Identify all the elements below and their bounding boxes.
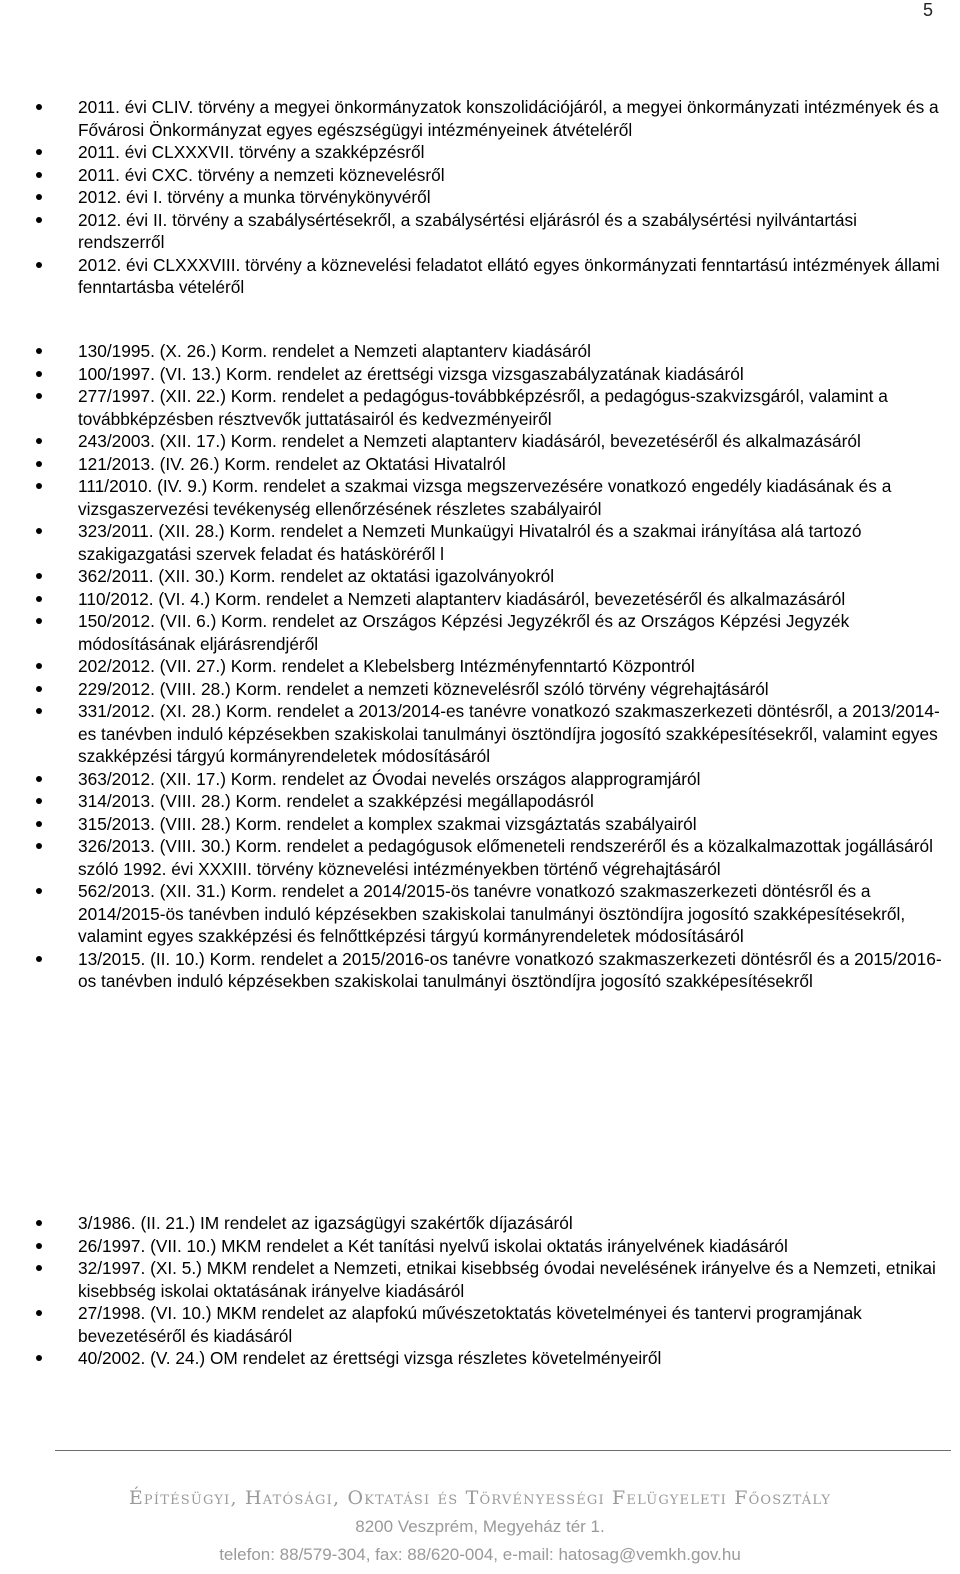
list-item bbox=[0, 1302, 960, 1347]
bullet-icon bbox=[36, 1220, 42, 1226]
footer-contact: telefon: 88/579-304, fax: 88/620-004, e-mail: hatosag@vemkh.gov.hu bbox=[219, 1545, 741, 1564]
list-item bbox=[0, 768, 960, 791]
list-item bbox=[0, 430, 960, 453]
bullet-icon bbox=[36, 1243, 42, 1249]
list-item-text: 27/1998. (VI. 10.) MKM rendelet az alapfokú művészetoktatás követelményei és tantervi programjának bevezetéséről és kiadásáról bbox=[78, 1303, 862, 1346]
bullet-icon bbox=[36, 843, 42, 849]
footer-organization: Építésügyi, Hatósági, Oktatási és Törvényességi Felügyeleti Főosztály bbox=[128, 1487, 832, 1509]
list-item-text: 326/2013. (VIII. 30.) Korm. rendelet a pedagógusok előmeneteli rendszeréről és a közalkalmazottak jogállásáról szóló 1992. évi XXXIII. törvény köznevelési intézményekben történő végrehajtásáról bbox=[78, 836, 933, 879]
list-item bbox=[0, 700, 960, 768]
list-item bbox=[0, 1235, 960, 1258]
bullet-icon bbox=[36, 194, 42, 200]
list-item bbox=[0, 209, 960, 254]
bullet-icon bbox=[36, 776, 42, 782]
bullet-icon bbox=[36, 262, 42, 268]
list-item-text: 2012. évi CLXXXVIII. törvény a köznevelési feladatot ellátó egyes önkormányzati fenntartású intézmények állami fenntartásba vételéről bbox=[78, 254, 940, 297]
list-item bbox=[0, 475, 960, 520]
list-item-text: 2012. évi II. törvény a szabálysértésekről, a szabálysértési eljárásról és a szabálysértési nyilvántartási rendszerről bbox=[78, 209, 857, 252]
bullet-icon bbox=[36, 1265, 42, 1271]
bullet-icon bbox=[36, 393, 42, 399]
list-item bbox=[0, 1347, 960, 1370]
list-item bbox=[0, 610, 960, 655]
bullet-icon bbox=[36, 798, 42, 804]
list-item-text: 229/2012. (VIII. 28.) Korm. rendelet a nemzeti köznevelésről szóló törvény végrehajtásáról bbox=[78, 678, 769, 699]
bullet-icon bbox=[36, 371, 42, 377]
bullet-icon bbox=[36, 686, 42, 692]
list-item-text: 2011. évi CLIV. törvény a megyei önkormányzatok konszolidációjáról, a megyei önkormányzati intézmények és a Fővárosi Önkormányzat egyes egészségügyi intézményeinek átvételéről bbox=[78, 97, 939, 140]
list-item-text: 2011. évi CXC. törvény a nemzeti köznevelésről bbox=[78, 164, 445, 185]
list-item-text: 562/2013. (XII. 31.) Korm. rendelet a 2014/2015-ös tanévre vonatkozó szakmaszerkezeti döntésről és a 2014/2015-ös tanévben induló képzésekben szakiskolai tanulmányi ösztöndíjra jogosító szakképesítésekről, valamint egyes szakképzési és felnőttképzési tárgyú kormányrendeletek módosításáról bbox=[78, 881, 906, 946]
bullet-icon bbox=[36, 104, 42, 110]
list-item-text: 110/2012. (VI. 4.) Korm. rendelet a Nemzeti alaptanterv kiadásáról, bevezetéséről és alkalmazásáról bbox=[78, 588, 846, 609]
bullet-icon bbox=[36, 217, 42, 223]
list-item-text: 2011. évi CLXXXVII. törvény a szakképzésről bbox=[78, 142, 425, 162]
list-item-text: 130/1995. (X. 26.) Korm. rendelet a Nemzeti alaptanterv kiadásáról bbox=[78, 341, 591, 361]
list-item bbox=[0, 164, 960, 187]
government-decrees-list bbox=[0, 340, 960, 993]
list-item bbox=[0, 340, 960, 363]
bullet-icon bbox=[36, 888, 42, 894]
list-item bbox=[0, 948, 960, 993]
bullet-icon bbox=[36, 348, 42, 354]
list-item bbox=[0, 678, 960, 701]
list-item bbox=[0, 96, 960, 141]
list-item-text: 202/2012. (VII. 27.) Korm. rendelet a Klebelsberg Intézményfenntartó Központról bbox=[78, 656, 695, 676]
bullet-icon bbox=[36, 461, 42, 467]
list-item bbox=[0, 835, 960, 880]
bullet-icon bbox=[36, 708, 42, 714]
list-item bbox=[0, 520, 960, 565]
list-item-text: 363/2012. (XII. 17.) Korm. rendelet az Óvodai nevelés országos alapprogramjáról bbox=[78, 768, 701, 789]
bullet-icon bbox=[36, 172, 42, 178]
list-item bbox=[0, 655, 960, 678]
list-item bbox=[0, 186, 960, 209]
list-item-text: 121/2013. (IV. 26.) Korm. rendelet az Oktatási Hivatalról bbox=[78, 453, 506, 474]
bullet-icon bbox=[36, 528, 42, 534]
footer-address: 8200 Veszprém, Megyeház tér 1. bbox=[355, 1517, 605, 1536]
list-item bbox=[0, 1257, 960, 1302]
bullet-icon bbox=[36, 1310, 42, 1316]
ministerial-decrees-list bbox=[0, 1212, 960, 1370]
bullet-icon bbox=[36, 149, 42, 155]
bullet-icon bbox=[36, 1355, 42, 1361]
list-item-text: 323/2011. (XII. 28.) Korm. rendelet a Nemzeti Munkaügyi Hivatalról és a szakmai irányítása alá tartozó szakigazgatási szervek feladat és hatásköréről l bbox=[78, 521, 862, 564]
list-item-text: 26/1997. (VII. 10.) MKM rendelet a Két tanítási nyelvű iskolai oktatás irányelvének kiadásáról bbox=[78, 1235, 788, 1256]
list-item bbox=[0, 880, 960, 948]
list-item-text: 111/2010. (IV. 9.) Korm. rendelet a szakmai vizsga megszervezésére vonatkozó engedély kiadásának és a vizsgaszervezési tevékenység ellenőrzésének részletes szabályairól bbox=[78, 476, 892, 519]
bullet-icon bbox=[36, 956, 42, 962]
list-item-text: 150/2012. (VII. 6.) Korm. rendelet az Országos Képzési Jegyzékről és az Országos Képzési Jegyzék módosításának eljárásrendjéről bbox=[78, 611, 850, 654]
list-item bbox=[0, 790, 960, 813]
list-item bbox=[0, 1212, 960, 1235]
list-item bbox=[0, 813, 960, 836]
list-item bbox=[0, 453, 960, 476]
bullet-icon bbox=[36, 596, 42, 602]
list-item bbox=[0, 141, 960, 164]
page-number: 5 bbox=[922, 0, 933, 20]
list-item-text: 315/2013. (VIII. 28.) Korm. rendelet a komplex szakmai vizsgáztatás szabályairól bbox=[78, 813, 697, 834]
bullet-icon bbox=[36, 618, 42, 624]
list-item-text: 277/1997. (XII. 22.) Korm. rendelet a pedagógus-továbbképzésről, a pedagógus-szakvizsgáról, valamint a továbbképzésben résztvevők juttatásairól és kedvezményeiről bbox=[78, 386, 888, 429]
bullet-icon bbox=[36, 438, 42, 444]
list-item bbox=[0, 385, 960, 430]
list-item-text: 331/2012. (XI. 28.) Korm. rendelet a 2013/2014-es tanévre vonatkozó szakmaszerkezeti döntésről, a 2013/2014-es tanévben induló képzésekben szakiskolai tanulmányi ösztöndíjra jogosító szakképesítésekről, valamint egyes szakképzési tárgyú kormányrendeletek módosításáról bbox=[78, 701, 940, 766]
bullet-icon bbox=[36, 821, 42, 827]
bullet-icon bbox=[36, 573, 42, 579]
list-item-text: 3/1986. (II. 21.) IM rendelet az igazságügyi szakértők díjazásáról bbox=[78, 1213, 573, 1233]
list-item-text: 362/2011. (XII. 30.) Korm. rendelet az oktatási igazolványokról bbox=[78, 566, 555, 586]
list-item-text: 100/1997. (VI. 13.) Korm. rendelet az érettségi vizsga vizsgaszabályzatának kiadásáról bbox=[78, 363, 744, 384]
list-item bbox=[0, 565, 960, 588]
list-item-text: 32/1997. (XI. 5.) MKM rendelet a Nemzeti, etnikai kisebbség óvodai nevelésének irányelve és a Nemzeti, etnikai kisebbség iskolai oktatásának irányelve kiadásáról bbox=[78, 1258, 936, 1301]
list-item-text: 40/2002. (V. 24.) OM rendelet az érettségi vizsga részletes követelményeiről bbox=[78, 1348, 662, 1368]
list-item-text: 13/2015. (II. 10.) Korm. rendelet a 2015/2016-os tanévre vonatkozó szakmaszerkezeti döntésről és a 2015/2016-os tanévben induló képzésekben szakiskolai tanulmányi ösztöndíjra jogosító szakképesítésekről bbox=[78, 948, 942, 991]
bullet-icon bbox=[36, 483, 42, 489]
list-item-text: 2012. évi I. törvény a munka törvénykönyvéről bbox=[78, 187, 431, 207]
bullet-icon bbox=[36, 663, 42, 669]
list-item-text: 243/2003. (XII. 17.) Korm. rendelet a Nemzeti alaptanterv kiadásáról, bevezetéséről és alkalmazásáról bbox=[78, 431, 861, 451]
list-item bbox=[0, 588, 960, 611]
footer-divider bbox=[55, 1450, 951, 1451]
laws-list bbox=[0, 96, 960, 299]
list-item bbox=[0, 254, 960, 299]
list-item bbox=[0, 363, 960, 386]
list-item-text: 314/2013. (VIII. 28.) Korm. rendelet a szakképzési megállapodásról bbox=[78, 791, 594, 811]
